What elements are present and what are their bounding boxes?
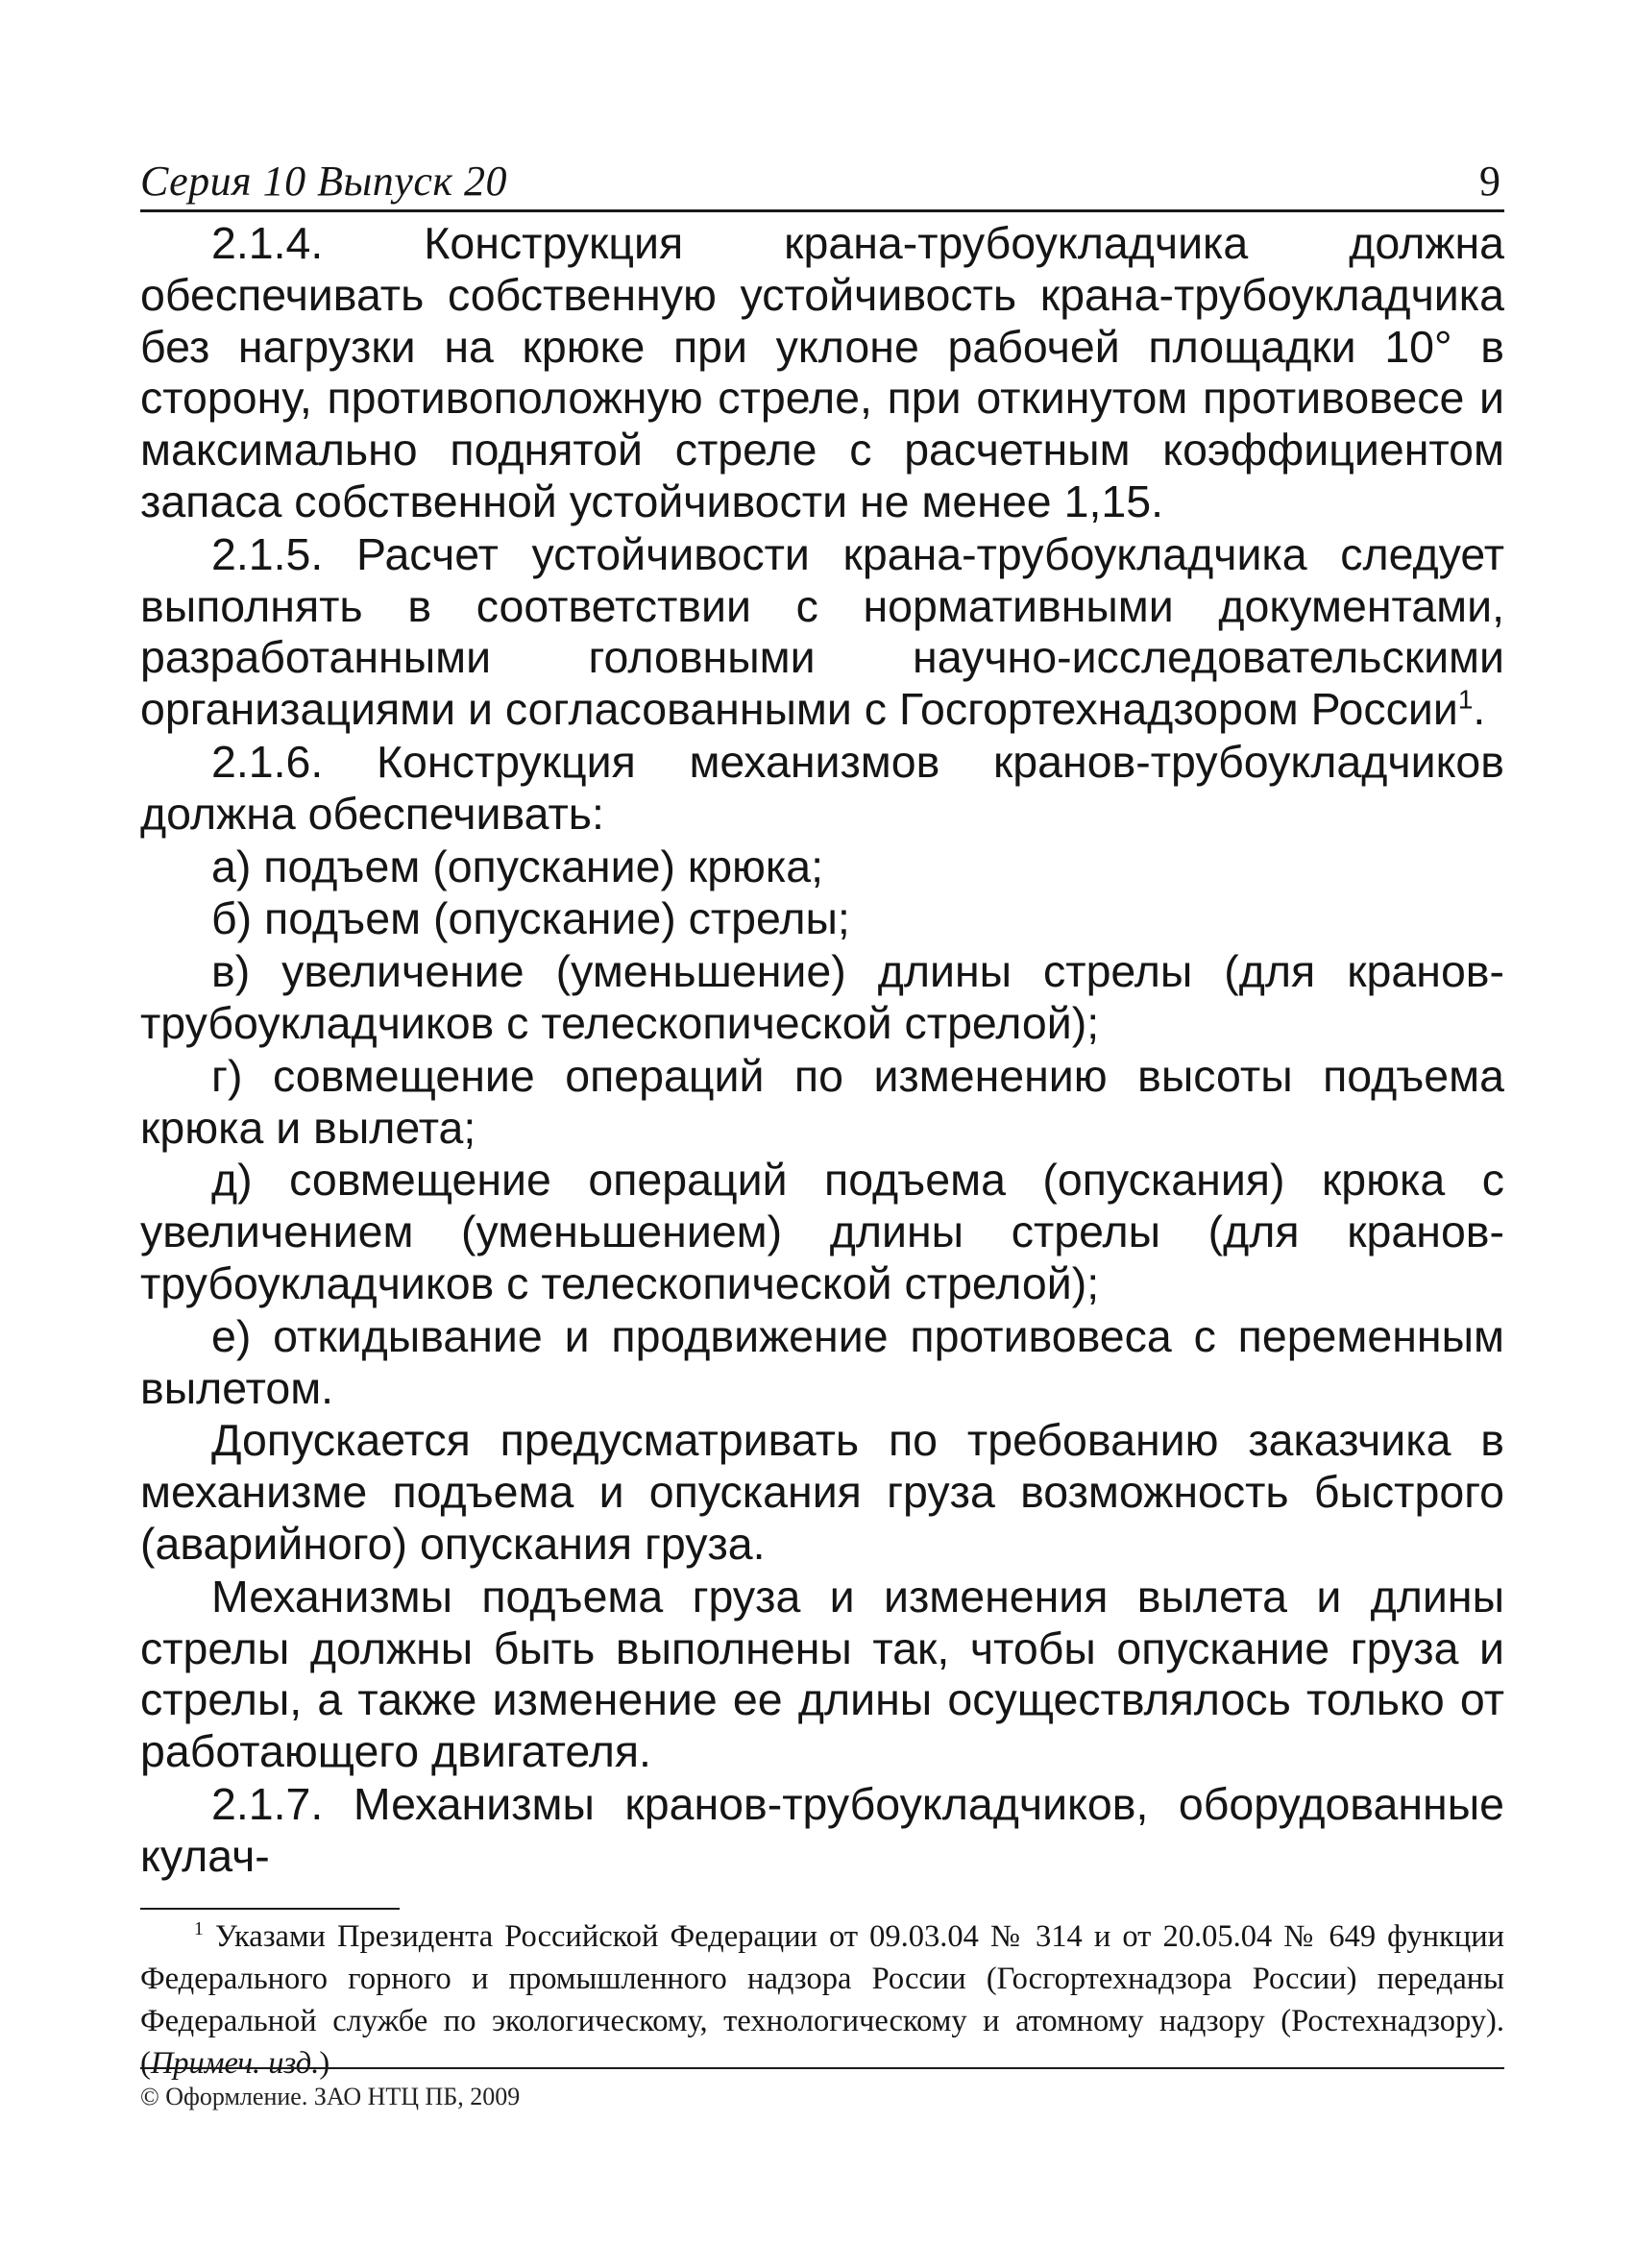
paragraph-mechanisms: Механизмы подъема груза и изменения вылета и длины стрелы должны быть выполнены так, чтобы опускание груза и стрелы, а также изменение ее длины осуществлялось только от работающего двигателя. bbox=[140, 1571, 1504, 1777]
list-item-g: г) совмещение операций по изменению высоты подъема крюка и вылета; bbox=[140, 1050, 1504, 1153]
paragraph-2-1-7: 2.1.7. Механизмы кранов-трубоукладчиков, оборудованные кулач- bbox=[140, 1778, 1504, 1881]
footnote-text: Указами Президента Российской Федерации от 09.03.04 № 314 и от 20.05.04 № 649 функции Федерального горного и промышленного надзора России (Госгортехнадзора России) переданы Федеральной службе по экологическому, технологическому и атомному надзору (Ростехнадзору). ( bbox=[140, 1918, 1505, 2081]
list-item-e: е) откидывание и продвижение противовеса с переменным вылетом. bbox=[140, 1310, 1504, 1413]
paragraph-2-1-4: 2.1.4. Конструкция крана-трубоукладчика должна обеспечивать собственную устойчивость крана-трубоукладчика без нагрузки на крюке при уклоне рабочей площадки 10° в сторону, противоположную стреле, при откинутом противовесе и максимально поднятой стреле с расчетным коэффициентом запаса собственной устойчивости не менее 1,15. bbox=[140, 218, 1504, 526]
footnote-marker: 1 bbox=[194, 1918, 204, 1939]
list-item-a: а) подъем (опускание) крюка; bbox=[211, 841, 824, 891]
paragraph-end: . bbox=[1473, 684, 1486, 735]
running-head bbox=[140, 154, 1504, 212]
page-number: 9 bbox=[1479, 158, 1500, 205]
footnote-reference[interactable]: 1 bbox=[1457, 684, 1474, 715]
list-item-b: б) подъем (опускание) стрелы; bbox=[211, 893, 850, 944]
paragraph-2-1-6: 2.1.6. Конструкция механизмов кранов-трубоукладчиков должна обеспечивать: bbox=[140, 736, 1504, 839]
footer-divider bbox=[140, 2067, 1504, 2069]
footer-copyright: © Оформление. ЗАО НТЦ ПБ, 2009 bbox=[140, 2083, 521, 2110]
list-item-v: в) увеличение (уменьшение) длины стрелы (для кранов-трубоукладчиков с телескопической стрелой); bbox=[140, 946, 1504, 1048]
footnote-editor-note: Примеч. изд. bbox=[150, 2045, 320, 2081]
paragraph-allowance: Допускается предусматривать по требованию заказчика в механизме подъема и опускания груза возможность быстрого (аварийного) опускания груза. bbox=[140, 1415, 1504, 1569]
document-page bbox=[140, 154, 1504, 2085]
paragraph-text: 2.1.5. Расчет устойчивости крана-трубоукладчика следует выполнять в соответствии с нормативными документами, разработанными головными научно-исследовательскими организациями и согласованными с Госгортехнадзором России bbox=[140, 528, 1504, 735]
body-text bbox=[140, 218, 1504, 1883]
paragraph-2-1-5 bbox=[140, 529, 1504, 736]
series-title: Серия 10 Выпуск 20 bbox=[140, 158, 507, 205]
list-item-d: д) совмещение операций подъема (опускания) крюка с увеличением (уменьшением) длины стрелы (для кранов-трубоукладчиков с телескопической стрелой); bbox=[140, 1155, 1504, 1308]
footnote bbox=[140, 1915, 1504, 2085]
footnote-close: ) bbox=[319, 2045, 330, 2081]
footnote-divider bbox=[140, 1908, 400, 1910]
